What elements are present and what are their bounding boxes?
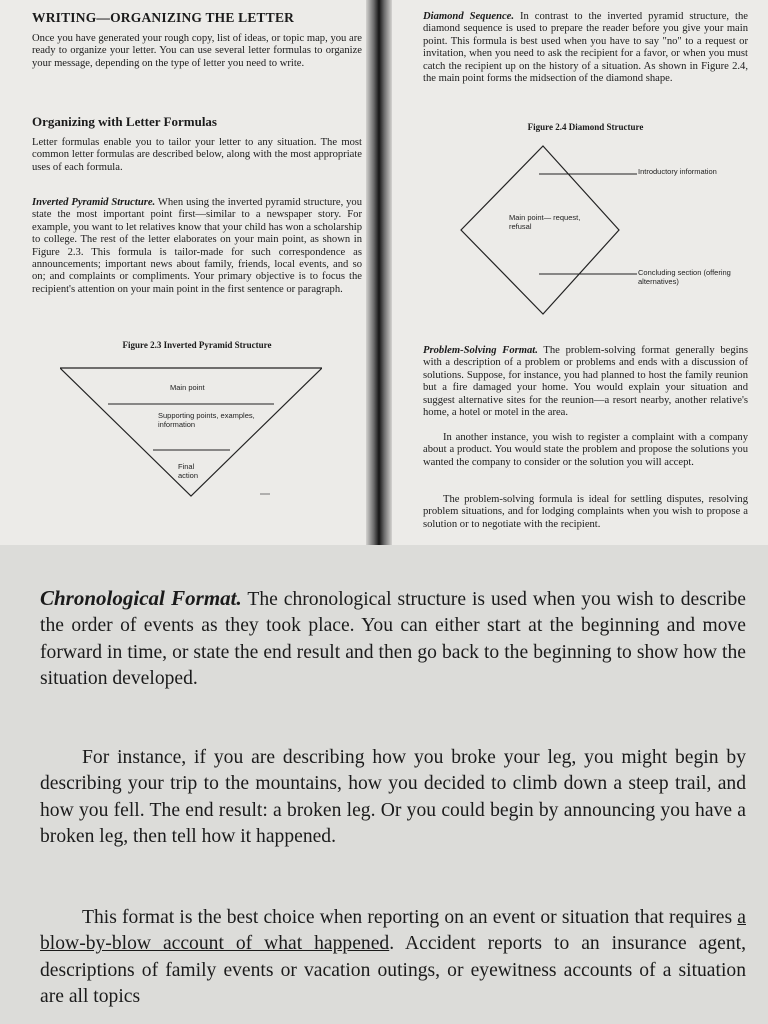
figure-2-3-caption: Figure 2.3 Inverted Pyramid Structure xyxy=(122,340,272,350)
chronological-title: Chronological Format. xyxy=(40,586,242,610)
diamond-label-main-point: Main point— request, refusal xyxy=(509,213,581,231)
formulas-intro-paragraph: Letter formulas enable you to tailor your letter to any situation. The most common letter formulas are described below, along with the most appropriate uses of each formula. xyxy=(32,137,362,173)
pyramid-label-supporting: Supporting points, examples, information xyxy=(158,411,255,429)
format-choice-text-start: This format is the best choice when reporting on an event or situation that requires xyxy=(82,907,738,928)
enlarged-page-excerpt xyxy=(0,545,768,1024)
underlined-phrase: a blow-by-blow account of what happened xyxy=(40,907,746,955)
diamond-label-concluding: Concluding section (offering alternatives) xyxy=(638,268,731,286)
problem-solving-paragraph xyxy=(423,345,748,419)
broken-leg-paragraph: For instance, if you are describing how you broke your leg, you might begin by describing your trip to the mountains, how you decided to climb down a steep trail, and how you fell. The end result: a broken leg. Or you could begin by announcing you have a broken leg, then tell how it happened. xyxy=(40,747,746,847)
format-choice-text-end: . Accident reports to an insurance agent, descriptions of family events or vacation outings, or eyewitness accounts of a situation are all topics xyxy=(40,933,746,1007)
intro-paragraph: Once you have generated your rough copy, list of ideas, or topic map, you are ready to organize your letter. You can use several letter formulas to organize your message, depending on the type of letter you need to write. xyxy=(32,33,362,69)
pyramid-label-final: Final action xyxy=(178,462,199,480)
diamond-paragraph xyxy=(423,11,748,85)
diamond-label-introductory: Introductory information xyxy=(638,167,717,176)
figure-2-4-caption: Figure 2.4 Diamond Structure xyxy=(527,122,644,132)
format-choice-paragraph xyxy=(40,905,746,1010)
book-gutter xyxy=(366,0,392,545)
chronological-paragraph xyxy=(40,585,746,692)
chronological-text: The chronological structure is used when you wish to describe the order of events as they took place. You can either start at the beginning and move forward in time, or state the end result and then go back to the beginning to show how the situation developed. xyxy=(40,589,746,689)
problem-solving-paragraph-2: In another instance, you wish to register a complaint with a company about a product. You would state the problem and propose the solutions you wanted the company to consider or the solution you will accept. xyxy=(423,432,748,468)
page-heading: WRITING—ORGANIZING THE LETTER xyxy=(32,10,295,25)
inverted-pyramid-paragraph xyxy=(32,197,362,296)
pyramid-label-main-point: Main point xyxy=(170,383,205,392)
diamond-title: Diamond Sequence. xyxy=(423,11,515,22)
problem-solving-title: Problem-Solving Format. xyxy=(423,345,538,356)
problem-solving-paragraph-3: The problem-solving formula is ideal for settling disputes, resolving problem situations, and for lodging complaints when you wish to propose a solution or to negotiate with the recipient. xyxy=(423,494,748,530)
inverted-pyramid-title: Inverted Pyramid Structure. xyxy=(32,197,156,208)
problem-solving-text: The problem-solving format generally begins with a description of a problem or problems and ends with a discussion of solutions. Suppose, for instance, you had planned to host the family reunion but a fire damaged your home. You would explain your situation and suggest alternative sites for the reunion—a resort nearby, another relative's home, a hotel or motel in the area. xyxy=(423,345,748,419)
diamond-text: In contrast to the inverted pyramid structure, the diamond sequence is used to prepare the reader before you give your main point. This formula is best used when you have to say "no" to a request or invitation, when you need to ask the recipient for a favor, or when you must catch the recipient up on the history of a situation. As shown in Figure 2.4, the main point forms the midsection of the diamond shape. xyxy=(423,11,748,85)
section-subheading: Organizing with Letter Formulas xyxy=(32,114,217,129)
inverted-pyramid-text: When using the inverted pyramid structure, you state the most important point first—similar to a newspaper story. For example, you want to let relatives know that your child has won a scholarship to college. The rest of the letter elaborates on your main point, as shown in Figure 2.3. This formula is tailor-made for such correspondence as announcements; important news about family, friends, local events, and so on; and complaints or compliments. Your primary objective is to focus the recipient's attention on your main point in the first sentence or paragraph. xyxy=(32,197,362,295)
